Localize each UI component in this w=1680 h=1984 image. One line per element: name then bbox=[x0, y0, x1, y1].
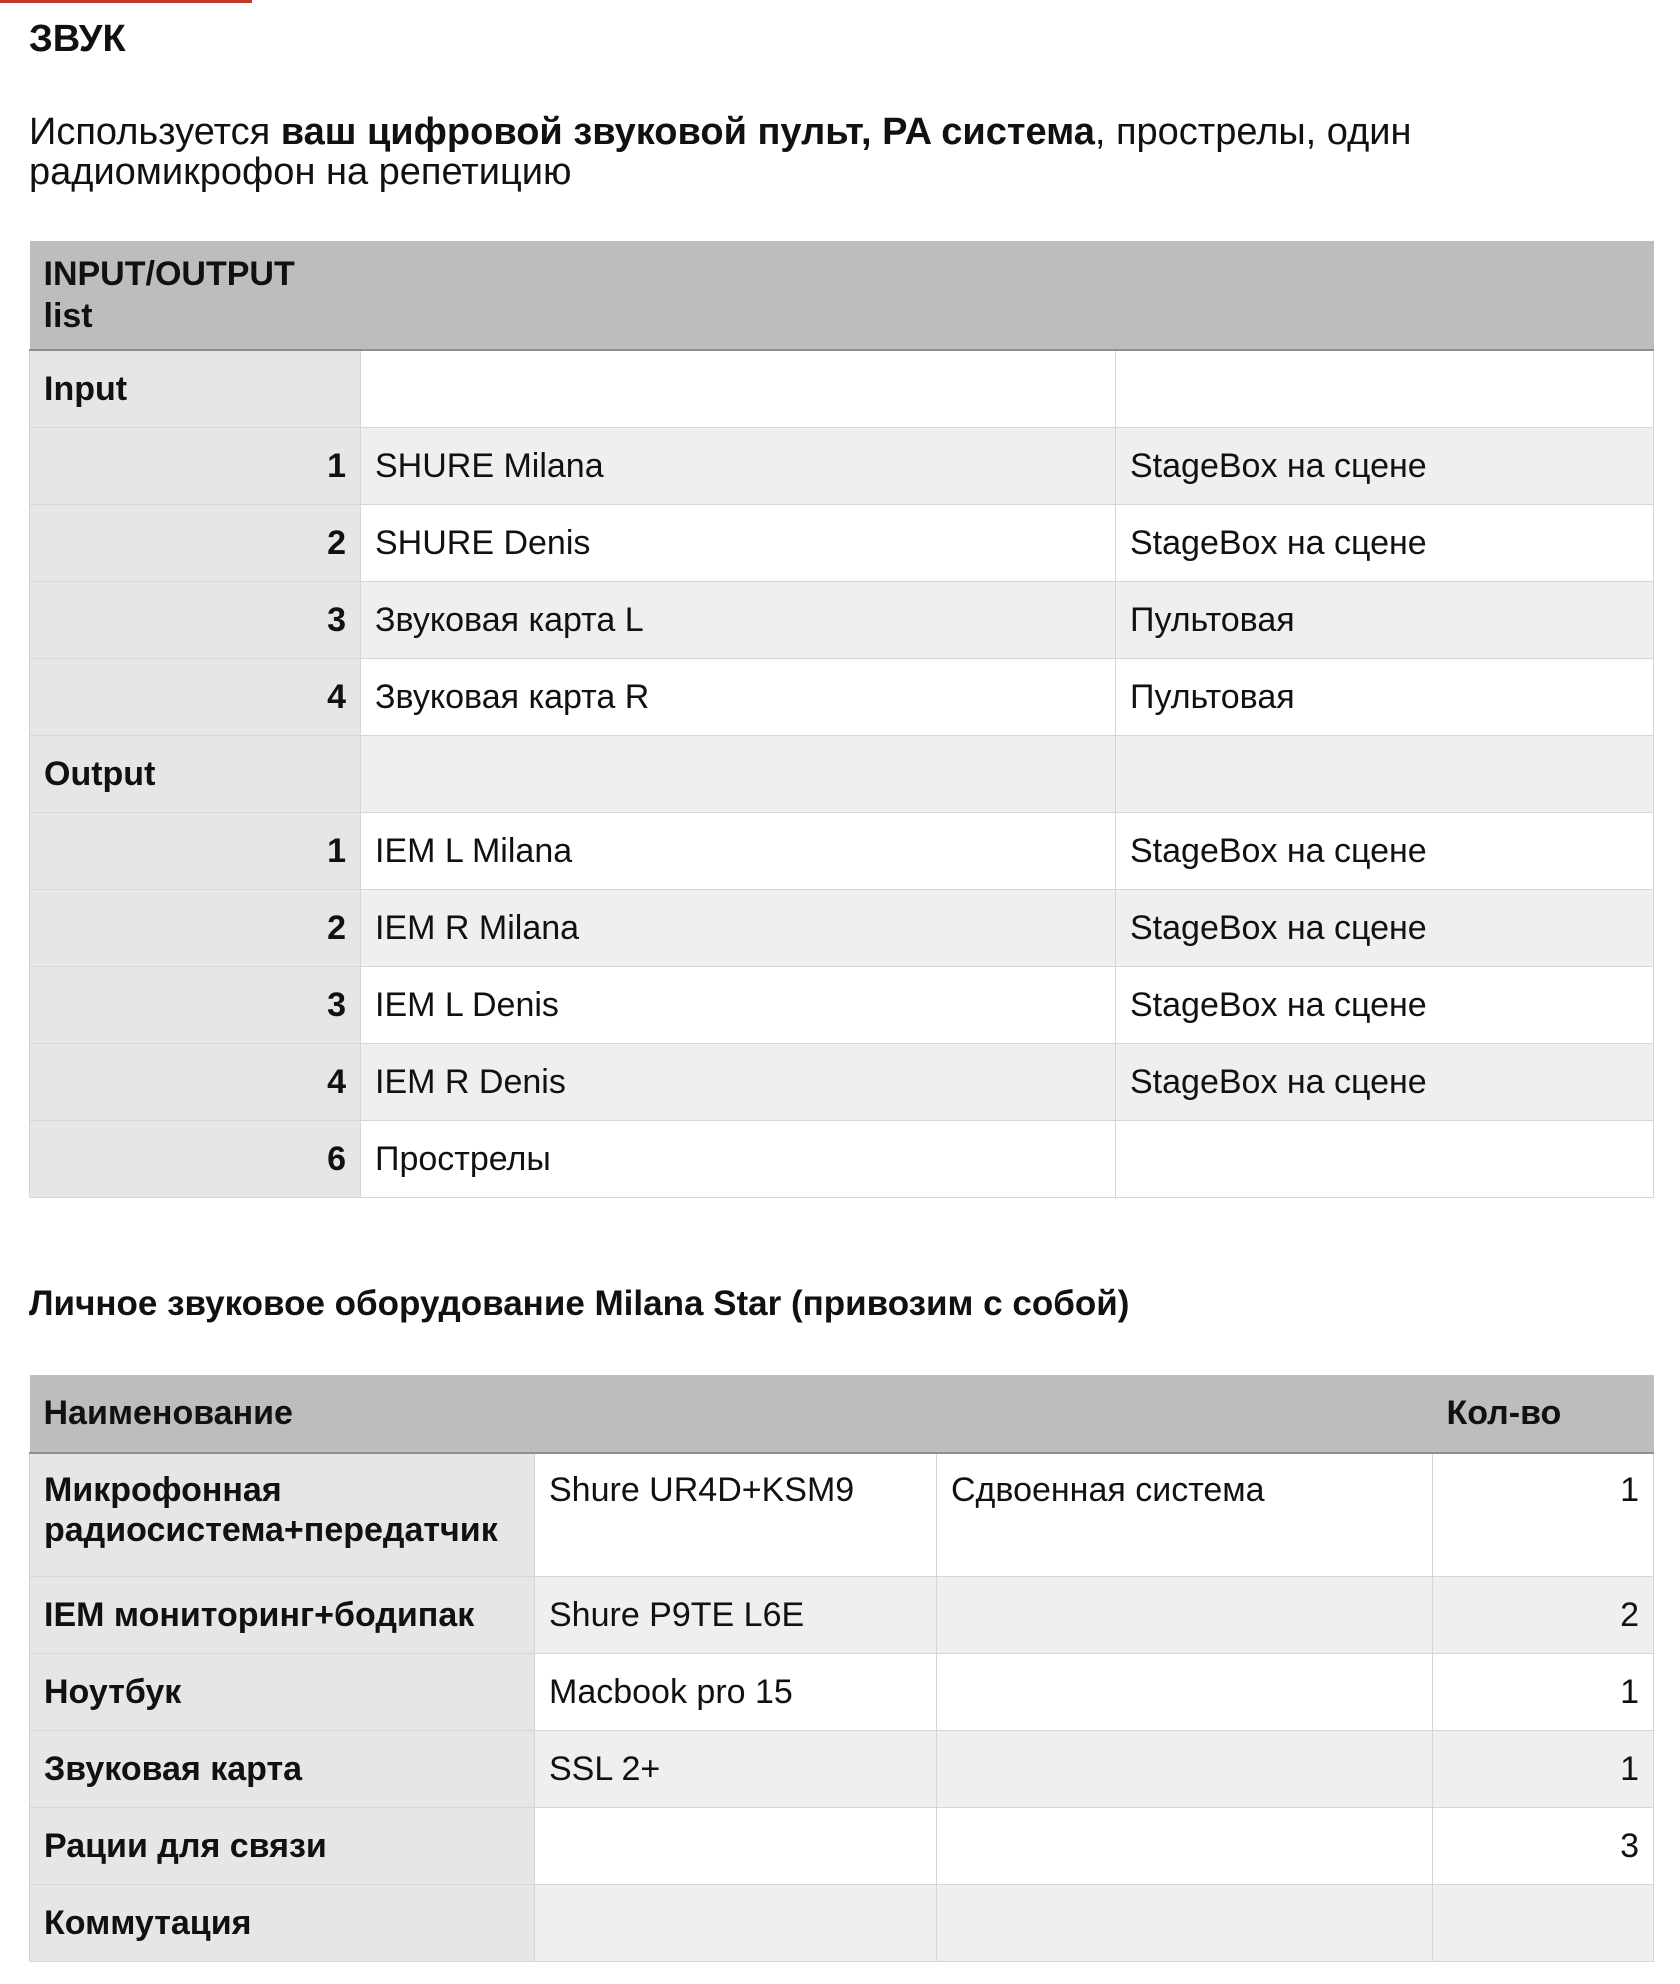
equipment-row bbox=[30, 1808, 1654, 1885]
equipment-qty: 2 bbox=[1433, 1577, 1654, 1654]
equipment-note: Сдвоенная система bbox=[937, 1453, 1433, 1577]
io-empty-cell bbox=[1116, 736, 1654, 813]
top-accent-line bbox=[0, 0, 252, 3]
io-row bbox=[30, 1044, 1654, 1121]
io-location bbox=[1116, 1121, 1654, 1198]
io-table bbox=[29, 241, 1654, 1198]
io-header-empty bbox=[361, 241, 1116, 350]
io-header-title: INPUT/OUTPUT list bbox=[30, 241, 361, 350]
equipment-header-row bbox=[30, 1375, 1654, 1453]
equipment-name: Звуковая карта bbox=[30, 1731, 535, 1808]
io-source: IEM L Milana bbox=[361, 813, 1116, 890]
io-location: StageBox на сцене bbox=[1116, 1044, 1654, 1121]
io-location: StageBox на сцене bbox=[1116, 890, 1654, 967]
io-section-row bbox=[30, 736, 1654, 813]
equipment-qty: 1 bbox=[1433, 1654, 1654, 1731]
equipment-body bbox=[30, 1453, 1654, 1962]
io-channel-number: 4 bbox=[30, 659, 361, 736]
intro-prefix: Используется bbox=[29, 111, 281, 153]
io-row bbox=[30, 505, 1654, 582]
equipment-name: Коммутация bbox=[30, 1885, 535, 1962]
equipment-name: Ноутбук bbox=[30, 1654, 535, 1731]
equipment-note bbox=[937, 1808, 1433, 1885]
io-source: SHURE Milana bbox=[361, 428, 1116, 505]
io-row bbox=[30, 890, 1654, 967]
io-channel-number: 3 bbox=[30, 582, 361, 659]
io-channel-number: 2 bbox=[30, 505, 361, 582]
equipment-row bbox=[30, 1885, 1654, 1962]
equipment-name: Рации для связи bbox=[30, 1808, 535, 1885]
equipment-qty: 3 bbox=[1433, 1808, 1654, 1885]
equipment-name: IEM мониторинг+бодипак bbox=[30, 1577, 535, 1654]
io-row bbox=[30, 967, 1654, 1044]
io-empty-cell bbox=[361, 350, 1116, 428]
io-row bbox=[30, 428, 1654, 505]
equipment-model: Shure UR4D+KSM9 bbox=[535, 1453, 937, 1577]
io-empty-cell bbox=[1116, 350, 1654, 428]
intro-suffix: , прострелы, один радиомикрофон на репетицию bbox=[29, 111, 1412, 193]
io-section-label: Input bbox=[30, 350, 361, 428]
io-row bbox=[30, 813, 1654, 890]
equipment-note bbox=[937, 1885, 1433, 1962]
equipment-model bbox=[535, 1808, 937, 1885]
equipment-row bbox=[30, 1453, 1654, 1577]
io-channel-number: 3 bbox=[30, 967, 361, 1044]
equipment-table bbox=[29, 1375, 1654, 1962]
io-channel-number: 1 bbox=[30, 428, 361, 505]
equipment-model: SSL 2+ bbox=[535, 1731, 937, 1808]
equipment-qty bbox=[1433, 1885, 1654, 1962]
equipment-qty: 1 bbox=[1433, 1453, 1654, 1577]
io-section-row bbox=[30, 350, 1654, 428]
section-heading: ЗВУК bbox=[29, 18, 126, 60]
io-location: Пультовая bbox=[1116, 582, 1654, 659]
equipment-header-name: Наименование bbox=[30, 1375, 535, 1453]
io-header-empty bbox=[1116, 241, 1654, 350]
equipment-row bbox=[30, 1731, 1654, 1808]
equipment-title: Личное звуковое оборудование Milana Star (привозим с собой) bbox=[29, 1284, 1130, 1323]
io-channel-number: 6 bbox=[30, 1121, 361, 1198]
io-location: StageBox на сцене bbox=[1116, 967, 1654, 1044]
io-source: IEM R Denis bbox=[361, 1044, 1116, 1121]
equipment-header-qty: Кол-во bbox=[1433, 1375, 1654, 1453]
equipment-row bbox=[30, 1654, 1654, 1731]
io-header-row bbox=[30, 241, 1654, 350]
io-source: Звуковая карта L bbox=[361, 582, 1116, 659]
io-channel-number: 2 bbox=[30, 890, 361, 967]
equipment-name: Микрофонная радиосистема+передатчик bbox=[30, 1453, 535, 1577]
io-source: IEM L Denis bbox=[361, 967, 1116, 1044]
equipment-qty: 1 bbox=[1433, 1731, 1654, 1808]
io-row bbox=[30, 1121, 1654, 1198]
equipment-note bbox=[937, 1654, 1433, 1731]
io-empty-cell bbox=[361, 736, 1116, 813]
io-channel-number: 1 bbox=[30, 813, 361, 890]
io-source: Прострелы bbox=[361, 1121, 1116, 1198]
io-location: Пультовая bbox=[1116, 659, 1654, 736]
equipment-header-empty bbox=[937, 1375, 1433, 1453]
io-location: StageBox на сцене bbox=[1116, 505, 1654, 582]
io-source: SHURE Denis bbox=[361, 505, 1116, 582]
io-channel-number: 4 bbox=[30, 1044, 361, 1121]
io-source: IEM R Milana bbox=[361, 890, 1116, 967]
intro-paragraph bbox=[29, 112, 1529, 192]
io-source: Звуковая карта R bbox=[361, 659, 1116, 736]
io-row bbox=[30, 582, 1654, 659]
equipment-row bbox=[30, 1577, 1654, 1654]
io-location: StageBox на сцене bbox=[1116, 428, 1654, 505]
equipment-model bbox=[535, 1885, 937, 1962]
io-row bbox=[30, 659, 1654, 736]
io-location: StageBox на сцене bbox=[1116, 813, 1654, 890]
equipment-model: Shure P9TE L6E bbox=[535, 1577, 937, 1654]
intro-bold: ваш цифровой звуковой пульт, PA система bbox=[280, 111, 1095, 153]
io-body bbox=[30, 350, 1654, 1198]
equipment-note bbox=[937, 1731, 1433, 1808]
io-section-label: Output bbox=[30, 736, 361, 813]
equipment-note bbox=[937, 1577, 1433, 1654]
equipment-header-empty bbox=[535, 1375, 937, 1453]
equipment-model: Macbook pro 15 bbox=[535, 1654, 937, 1731]
